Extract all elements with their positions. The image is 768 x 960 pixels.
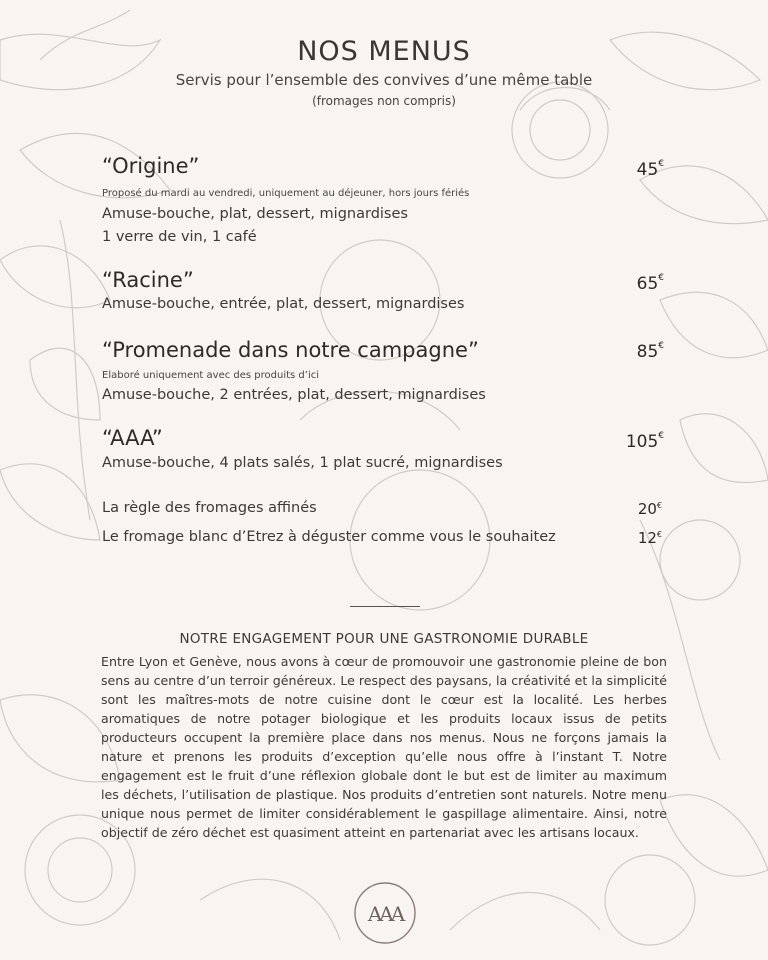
logo-text: AAA: [367, 902, 403, 926]
cheese-item-fromage-blanc: Le fromage blanc d’Etrez à déguster comme vous le souhaitez: [102, 529, 556, 545]
currency-symbol: €: [658, 341, 664, 352]
price-value: 12: [637, 529, 657, 547]
menu-line-racine-1: Amuse-bouche, entrée, plat, dessert, mignardises: [102, 296, 465, 312]
menu-name-aaa: “AAA”: [102, 426, 163, 450]
price-value: 65: [636, 274, 659, 294]
currency-symbol: €: [658, 431, 664, 442]
currency-symbol: €: [656, 530, 662, 539]
engagement-title: NOTRE ENGAGEMENT POUR UNE GASTRONOMIE DURABLE: [179, 631, 589, 647]
menu-line-aaa-1: Amuse-bouche, 4 plats salés, 1 plat sucré, mignardises: [102, 455, 503, 471]
page-subtitle-note: (fromages non compris): [312, 94, 456, 108]
menu-price-aaa: [626, 432, 664, 452]
menu-price-racine: [637, 274, 664, 294]
menu-name-promenade: “Promenade dans notre campagne”: [102, 338, 479, 362]
section-divider: [350, 606, 420, 607]
currency-symbol: €: [658, 273, 664, 284]
engagement-body: Entre Lyon et Genève, nous avons à cœur de promouvoir une gastronomie pleine de bon sens au centre d’un terroir généreux. Le respect des paysans, la créativité et la simplicité sont les maîtres-mots de notre cuisine dont le cœur est la localité. Les herbes aromatiques de notre potager biologique et les produits locaux issus de petits producteurs occupent la première place dans nos menus. Nous ne forçons jamais la nature et prenons les produits d’exception qu’elle nous offre à l’instant T. Notre engagement est le fruit d’une réflexion globale dont le but est de limiter au maximum les déchets, l’utilisation de plastique. Nos produits d’entretien sont naturels. Notre menu unique nous permet de limiter considérablement le gaspillage alimentaire. Ainsi, notre objectif de zéro déchet est quasiment atteint en partenariat avec les artisans locaux.: [101, 654, 667, 840]
menu-name-racine: “Racine”: [102, 268, 194, 292]
price-value: 105: [625, 432, 659, 452]
menu-line-origine-2: 1 verre de vin, 1 café: [102, 229, 257, 245]
menu-line-promenade-1: Amuse-bouche, 2 entrées, plat, dessert, mignardises: [102, 387, 486, 403]
page-title: NOS MENUS: [297, 36, 471, 67]
menu-price-promenade: [637, 342, 664, 362]
cheese-price-affines: [638, 500, 662, 518]
price-value: 45: [636, 160, 659, 180]
currency-symbol: €: [656, 501, 662, 510]
menu-name-origine: “Origine”: [102, 154, 200, 178]
price-value: 20: [637, 500, 657, 518]
menu-line-origine-1: Amuse-bouche, plat, dessert, mignardises: [102, 206, 408, 222]
page-subtitle: Servis pour l’ensemble des convives d’une même table: [175, 71, 593, 89]
currency-symbol: €: [658, 159, 664, 170]
menu-note-promenade: Elaboré uniquement avec des produits d’ici: [102, 370, 320, 381]
price-value: 85: [636, 342, 659, 362]
menu-price-origine: [637, 160, 664, 180]
restaurant-logo: [352, 880, 418, 946]
cheese-price-fromage-blanc: [638, 529, 662, 547]
menu-note-origine: Proposé du mardi au vendredi, uniquement au déjeuner, hors jours fériés: [102, 188, 470, 199]
cheese-item-affines: La règle des fromages affinés: [102, 500, 317, 516]
